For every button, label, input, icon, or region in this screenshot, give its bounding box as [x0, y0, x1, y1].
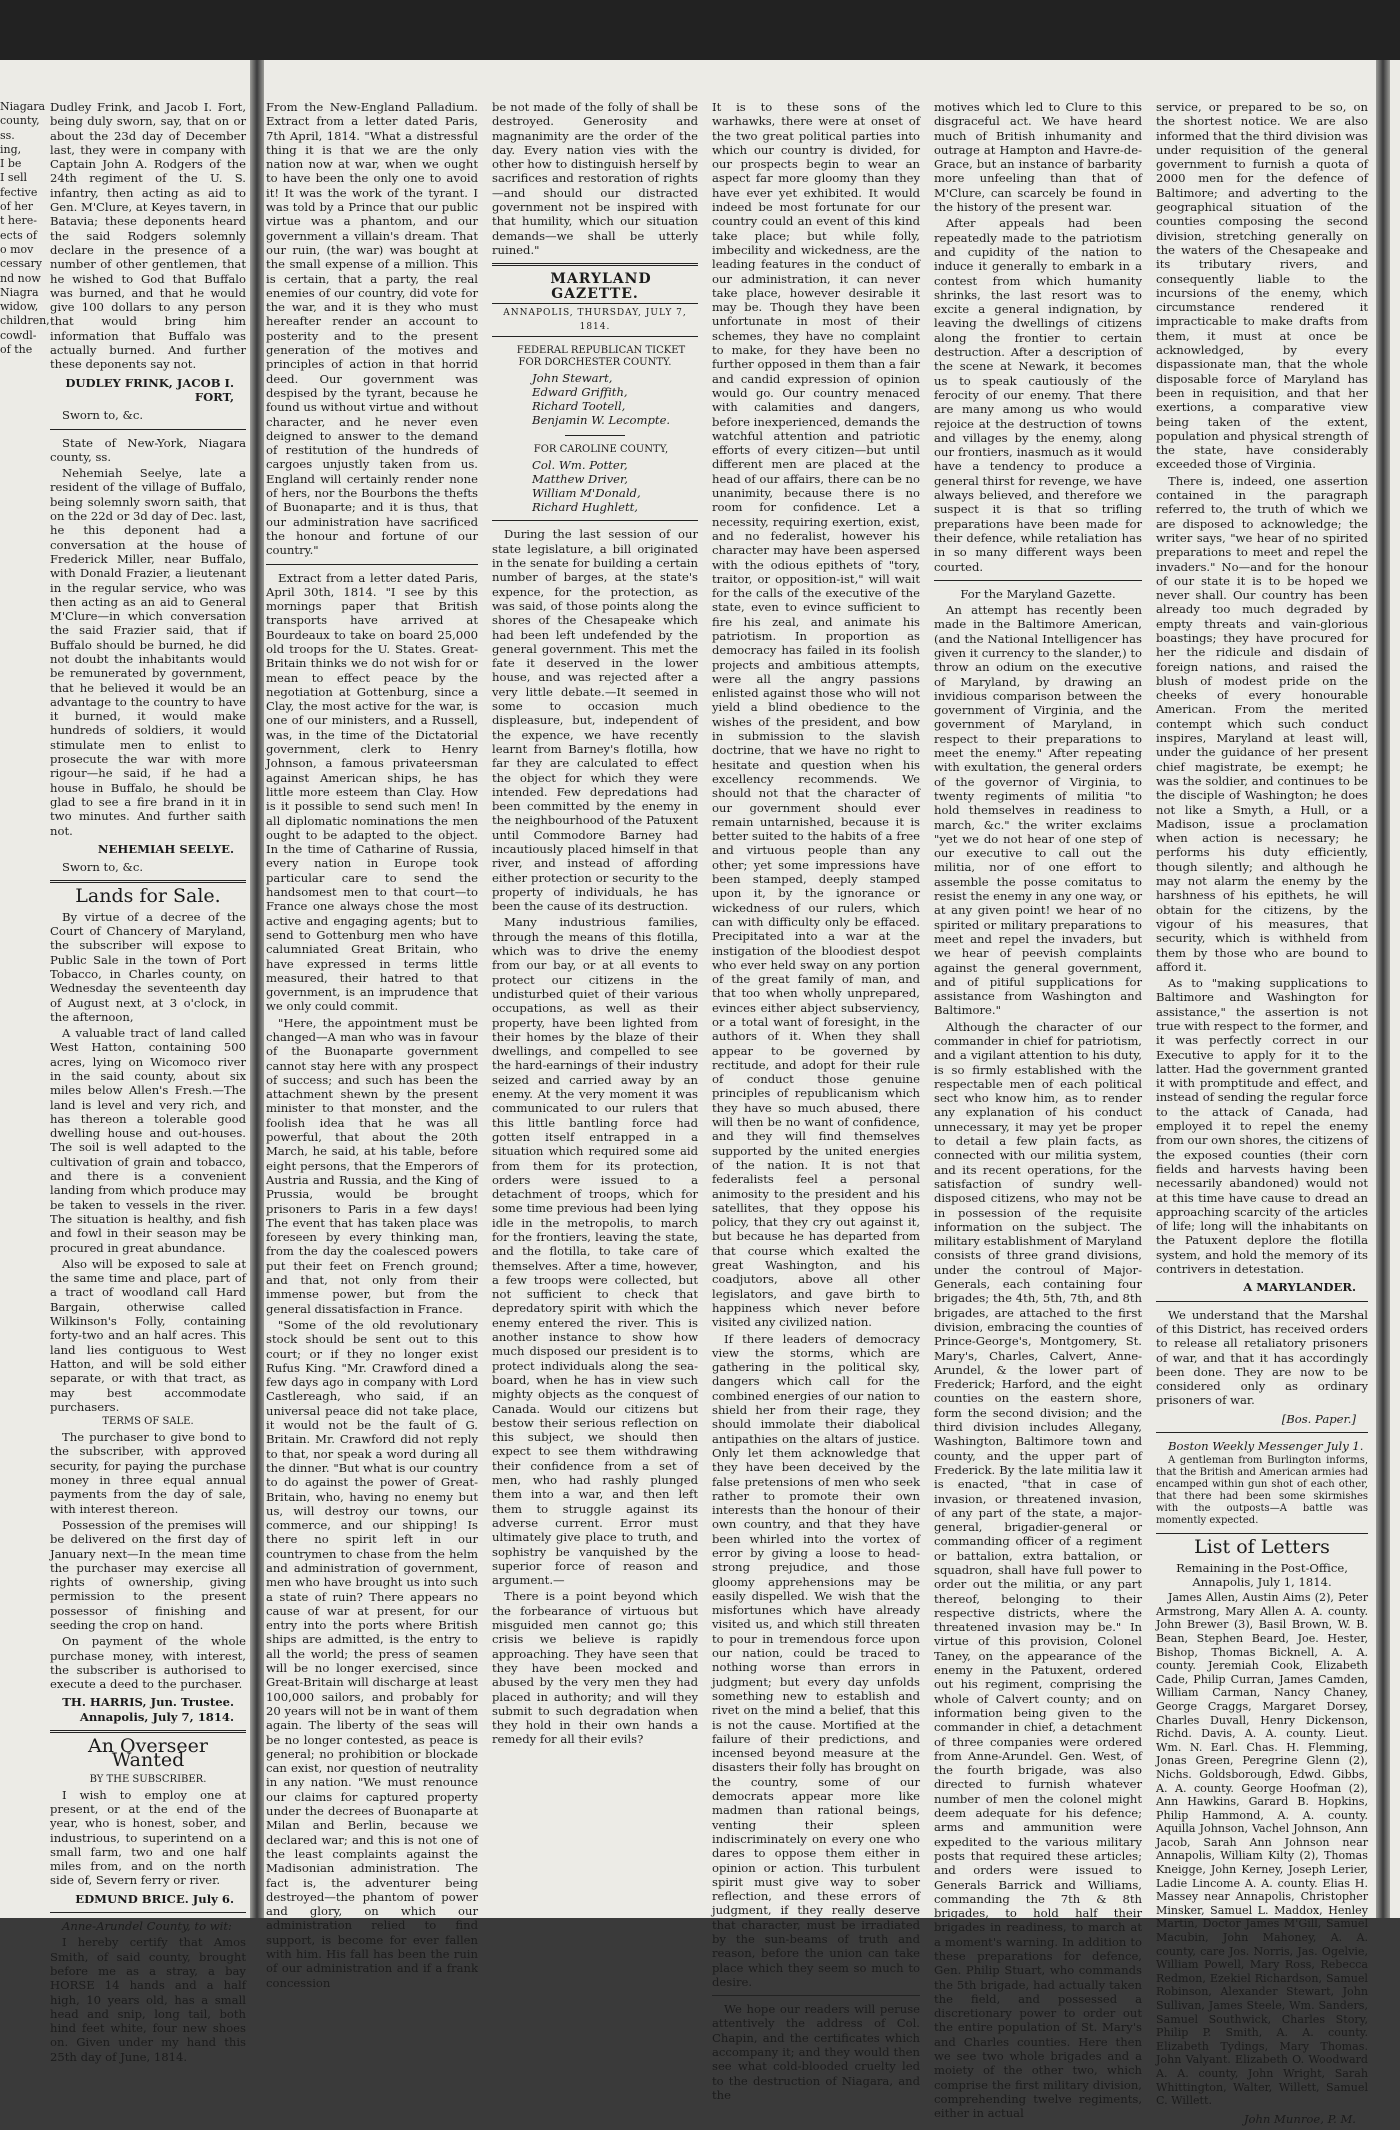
divider — [565, 435, 625, 436]
divider — [712, 1995, 920, 1996]
article-text: "Some of the old revolutionary stock should be sent out to this court; or if they no longer exist Rufus King. "Mr. Crawford dined a few days ago in company with Lord Castlereagh, who said, if an universal peace did not take place, it would not be the fault of G. Britain. Mr. Crawford did not reply to that, nor speak a word during all the dinner. "But what is our country to do against the power of Great-Britain, who, having no enemy but us, will destroy our towns, our commerce, and our shipping! Is there no spirit left in our countrymen to chase from the helm and administration of government, men who have brought us into such a state of ruin? There appears no cause of war at present, for our entry into the ports where British ships are admitted, is the entry to all the world; the press of seamen will be no longer exercised, since Great-Britain will discharge at least 100,000 sailors, and probably for 20 years will not be in want of them again. The liberty of the seas will be no longer contested, as peace is general; no prohibition or blockade can exist, nor question of neutrality in any nation. "We must renounce our claims for captured property under the decrees of Buonaparte at Milan and Berlin, because we declared war; and this is not one of the least complaints against the Madisonian administration. The fact is, the adventurer being destroyed—the phantom of power and glory, on which our administration relied to find support, is become for ever fallen with him. His fall has been the ruin of our administration and if a frank concession — [266, 1317, 478, 1990]
ticket-heading: FOR CAROLINE COUNTY, — [533, 444, 669, 456]
ad-text: Anne-Arundel County, to wit: — [62, 1919, 232, 1934]
candidate-name: Edward Griffith, — [532, 385, 628, 400]
divider — [492, 263, 698, 266]
divider — [50, 1730, 246, 1733]
scan-border — [0, 0, 1400, 60]
article-text: Nehemiah Seelye, late a resident of the village of Buffalo, being solemnly sworn saith, that on the 22d or 3d day of Dec. last, he this deponent had a conversation at the house of Frederick Miller, near Buffalo, with Donald Frazier, a lieutenant in the regular service, who was then acting as an aid to General M'Clure—in which conversation the said Frazier said, that if Buffalo should be burned, he did not doubt the inhabitants would be remunerated by government, that he believed it would be an advantage to the country to have it burned, it would make hundreds of soldiers, it would stimulate men to enlist to prosecute the war with more rigour—he said, if he had a house in Buffalo, he should be glad to see a fire brand in it in two minutes. And further saith not. — [50, 466, 246, 838]
ad-text: By virtue of a decree of the Court of Chancery of Maryland, the subscriber will expose to Public Sale in the town of Port Tobacco, in Charles county, on Wednesday the seventeenth day of August next, at 3 o'clock, in the afternoon, — [50, 909, 246, 1024]
ad-text: I wish to employ one at present, or at the end of the year, who is honest, sober, and industrious, to superintend on a small farm, two and one half miles from, and on the north side of, Severn ferry or river. — [50, 1787, 246, 1888]
article-text: Boston Weekly Messenger July 1. — [1168, 1439, 1364, 1454]
divider — [1156, 1301, 1368, 1302]
list-heading: List of Letters — [1194, 1536, 1330, 1559]
edge-fragment: widow, — [0, 300, 39, 314]
signature: A MARYLANDER. — [1243, 1280, 1356, 1295]
ad-text: On payment of the whole purchase money, with interest, the subscriber is authorised to execute a deed to the purchaser. — [50, 1634, 246, 1692]
edge-fragment: children, — [0, 314, 50, 328]
column-fold-2 — [1376, 60, 1390, 1918]
edge-fragment: nd now — [0, 271, 41, 285]
edge-fragment: t here- — [0, 214, 37, 228]
ad-text: The purchaser to give bond to the subscriber, with approved security, for paying the purchase money in three equal annual payments from the day of sale, with interest thereon. — [50, 1430, 246, 1516]
edge-fragment: ects of — [0, 228, 37, 242]
edge-fragment: I sell — [0, 171, 28, 185]
signature: DUDLEY FRINK, JACOB I. FORT, — [65, 375, 234, 404]
article-text: Although the character of our commander in chief for patriotism, and a vigilant attention to his duty, is so firmly established with the respectable men of each political sect who know him, as to render any explanation of his conduct unnecessary, it may yet be proper to detail a few plain facts, as connected with our militia system, and its recent operations, for the satisfaction of sundry well-disposed citizens, who may not be in possession of the requisite information on the subject. The military establishment of Maryland consists of three grand divisions, under the controul of Major-Generals, each containing four brigades; the 4th, 5th, 7th, and 8th brigades, are attached to the first division, embracing the counties of Prince-George's, Montgomery, St. Mary's, Charles, Calvert, Anne-Arundel, & the lower part of Frederick; Harford, and the eight counties on the eastern shore, form the second division; and the third division includes Allegany, Washington, Baltimore town and county, and the upper part of Frederick. By the late militia law it is enacted, "that in case of invasion, or threatened invasion, of any part of the state, a major-general, brigadier-general or commanding officer of a regiment or battalion, extra battalion, or squadron, shall have full power to order out the militia, or any part thereof, belonging to their respective districts, where the threatened invasion may be." In virtue of this provision, Colonel Taney, on the appearance of the enemy in the Patuxent, ordered out his regiment, comprising the whole of Calvert county; and on information being given to the commander in chief, a detachment of three companies were ordered from Anne-Arundel. Gen. West, of the fourth brigade, was also directed to furnish whatever number of men the colonel might deem adequate for his defence; arms and ammunition were expedited to the various military posts that required these articles; and orders were issued to Generals Barrick and Williams, commanding the 7th & 8th brigades, to hold half their brigades in readiness, to march at a moment's warning. In addition to these preparations for defence, Gen. Philip Stuart, who commands the 5th brigade, had actually taken the field, and possessed a discretionary power to order out the entire population of St. Mary's and Charles counties. Here then we see two whole brigades and a moiety of the other two, which comprise the first military division, comprehending twelve regiments, either in actual — [934, 1019, 1142, 2121]
article-text: Extract from a letter dated Paris, April 30th, 1814. "I see by this mornings paper that British transports have arrived at Bourdeaux to take on board 25,000 old troops for the U. States. Great-Britain thinks we do not wish for or mean to effect peace by the negotiation at Gottenburg, since a Clay, the most active for the war, is one of our ministers, and a Russell, was, in the time of the Dictatorial government, clerk to Henry Johnson, a famous privateersman against American ships, he has little more esteem than Clay. How is it possible to send such men! In all diplomatic nominations the men ought to be adapted to the object. In the time of Catharine of Russia, every nation in Europe took particular care to send the handsomest men to that court—to France one always chose the most active and engaging agents; but to send to Gottenburg men who have calumniated Great Britain, who have expressed in terms little measured, their hatred to that government, is an imprudence that we only could commit. — [266, 570, 478, 1014]
column-1 — [50, 100, 246, 2066]
ad-subheading: BY THE SUBSCRIBER. — [89, 1773, 207, 1785]
edge-fragment: Niagara county, ss. — [0, 100, 46, 142]
edge-fragment: cessary — [0, 257, 42, 271]
article-text: We understand that the Marshal of this District, has received orders to release all retaliatory prisoners of war, and that it has accordingly been done. They are now to be considered only as ordinary prisoners of war. — [1156, 1307, 1368, 1408]
divider — [492, 520, 698, 521]
edge-fragment: cowdl- — [0, 328, 37, 342]
edge-fragment: ing, — [0, 142, 22, 156]
article-text: Dudley Frink, and Jacob I. Fort, being duly sworn, say, that on or about the 23d day of December last, they were in company with Captain John A. Rodgers of the 24th regiment of the U. S. infantry, then acting as aid to Gen. M'Clure, at Keyes tavern, in Batavia; these deponents heard the said Rodgers solemnly declare in the presence of a number of other gentlemen, that he wished to God that Buffalo was burned, and that he would give 100 dollars to any person that would bring him information that Buffalo was actually burned. And further these deponents say not. — [50, 100, 246, 372]
column-6 — [1156, 100, 1368, 2130]
edge-fragment: of the — [0, 343, 33, 357]
article-text: motives which led to Clure to this disgraceful act. We have heard much of British inhumanity and outrage at Hampton and Havre-de-Grace, but an instance of barbarity more unfeeling than that of M'Clure, can scarcely be found in the history of the present war. — [934, 100, 1142, 215]
article-text: Many industrious families, through the means of this flotilla, which was to drive the enemy from our bay, or at all events to protect our citizens in the undisturbed quiet of their various occupations, as well as their property, have been lighted from their homes by the blaze of their dwellings, and compelled to see the hard-earnings of their industry seized and carried away by an enemy. At the very moment it was communicated to our rulers that this little bantling force had gotten itself entrapped in a situation which required some aid from them for its protection, orders were issued to a detachment of troops, which for some time previous had been lying idle in the metropolis, to march for the frontiers, leaving the state, and the flotilla, to take care of themselves. After a time, however, a few troops were collected, but not sufficient to check that depredatory spirit with which the enemy entered the river. This is another instance to show how much disposed our president is to protect individuals along the sea-board, when he has in view such mighty objects as the conquest of Canada. Would our citizens but bestow their serious reflection on this subject, we should then expect to see them withdrawing their confidence from a set of men, who had rashly plunged them into a war, and then left them to struggle against its adverse current. Error must ultimately give place to truth, and sophistry be vanquished by the superior force of reason and argument.— — [492, 915, 698, 1588]
article-text: Sworn to, &c. — [62, 860, 144, 875]
column-5 — [934, 100, 1142, 2123]
column-0 — [0, 100, 50, 357]
candidate-list — [492, 371, 698, 427]
candidate-name: Richard Tootell, — [532, 399, 626, 414]
edge-fragment: o mov — [0, 242, 34, 256]
newspaper-page — [0, 60, 1400, 2126]
candidate-name: John Stewart, — [532, 371, 613, 386]
article-text: State of New-York, Niagara county, ss. — [50, 435, 246, 464]
divider — [1156, 1432, 1368, 1433]
candidate-list — [492, 458, 698, 514]
signature: John Munroe, P. M. — [1243, 2111, 1356, 2126]
dateline: ANNAPOLIS, THURSDAY, JULY 7, 1814. — [492, 303, 698, 338]
edge-fragments — [0, 100, 50, 357]
list-subheading: Remaining in the Post-Office, Annapolis, July 1, 1814. — [1176, 1560, 1348, 1589]
ticket-heading: FEDERAL REPUBLICAN TICKET FOR DORCHESTER COUNTY. — [516, 345, 686, 369]
column-3 — [492, 100, 698, 1749]
divider — [50, 1912, 246, 1913]
article-text: There is, indeed, one assertion contained in the paragraph referred to, the truth of which we are disposed to acknowledge; the writer says, "we hear of no spirited preparations to meet and repel the invaders." No—and for the honour of our state it is to be hoped we never shall. Our country has been already too much degraded by empty threats and vain-glorious boastings; they have procured for her the ridicule and disdain of foreign nations, and raised the blush of modest pride on the cheeks of every honourable American. From the merited contempt which such conduct inspires, Maryland at least will, under the guidance of her present chief magistrate, be exempt; he was the soldier, and continues to be the disciple of Washington; he does not like a Smyth, a Hull, or a Madison, issue a proclamation when action is necessary; he performs his duty efficiently, though silently; and although he may not alarm the enemy by the harshness of his epithets, he will obtain for the citizens, by the vigour of his measures, that security, which is withheld from them by those who are bound to afford it. — [1156, 473, 1368, 974]
candidate-name: Richard Hughlett, — [532, 500, 638, 515]
source-credit: [Bos. Paper.] — [1281, 1411, 1356, 1426]
article-text: There is a point beyond which the forbearance of virtuous but misguided men cannot go; this crisis we believe is rapidly approaching. They have seen that they have been mocked and abused by the very men they had placed in authority; and will they submit to such degradation when they hold in their own hands a remedy for all their evils? — [492, 1589, 698, 1747]
article-text: An attempt has recently been made in the Baltimore American, (and the National Intelligencer has given it currency to the slander,) to throw an odium on the executive of Maryland, by drawing an invidious comparison between the government of Virginia, and the government of Maryland, in respect to their preparations to meet the enemy." After repeating with exultation, the general orders of the governor of Virginia, to twenty regiments of militia "to hold themselves in readiness to march, &c." the writer exclaims "yet we do not hear of one step of our executive to call out the militia, nor of one effort to assemble the posse comitatus to resist the enemy in any one way, or at any given point! we hear of no spirited or military preparations to meet and repel the invaders, but we hear of peevish complaints against the general government, and of pitiful supplications for assistance from Washington and Baltimore." — [934, 603, 1142, 1018]
ad-text: Also will be exposed to sale at the same time and place, part of a tract of woodland call Hard Bargain, otherwise called Wilkinson's Folly, containing forty-two and an half acres. This land lies contiguous to West Hatton, and will be sold either separate, or with that tract, as may best accommodate purchasers. — [50, 1256, 246, 1414]
ad-heading: An Overseer Wanted — [88, 1735, 208, 1772]
candidate-name: Benjamin W. Lecompte. — [532, 413, 671, 428]
edge-fragment: Niagra — [0, 285, 39, 299]
ad-text: Possession of the premises will be delivered on the first day of January next—In the mean time the purchaser may exercise all rights of ownership, giving permission to the present possessor of finishing and seeding the crop on hand. — [50, 1517, 246, 1632]
divider — [1156, 1533, 1368, 1534]
letter-names: James Allen, Austin Aims (2), Peter Armstrong, Mary Allen A. A. county. John Brewer (3), Basil Brown, W. B. Bean, Stephen Beard, Joe. Hester, Bishop, Thomas Bicknell, A. A. county. Jeremiah Cook, Elizabeth Cade, Philip Curran, James Camden, William Carman, Nancy Chaney, George Craggs, Margaret Dorsey, Charles Duvall, Henry Dickenson, Richd. Davis, A. A. county. Lieut. Wm. N. Earl. Chas. H. Flemming, Jonas Green, Peregrine Glenn (2), Nichs. Goldsborough, Edwd. Gibbs, A. A. county. George Hoofman (2), Ann Hawkins, Garard B. Hopkins, Philip Hammond, A. A. county. Aquilla Johnson, Vachel Johnson, Ann Jacob, Sarah Ann Johnson near Annapolis, William Kilty (2), Thomas Kneigge, John Kerney, Joseph Lerier, Ladie Lincome A. A. county. Elias H. Massey near Annapolis, Christopher Minsker, Samuel L. Maddox, Henley Martin, Doctor James M'Gill, Samuel Macubin, John Mahoney, A. A. county, care Jos. Norris, Jas. Ogelvie, William Powell, Mary Ross, Rebecca Redmon, Ezekiel Richardson, Samuel Robinson, Alexander Stewart, John Sullivan, James Steele, Wm. Sanders, Samuel Southwick, Charles Story, Philip P. Smith, A. A. county. Elizabeth Tydings, Mary Thomas. John Valyant. Elizabeth O. Woodward A. A. county, John Wright, Sarah Whittington, Walter, Willett, Samuel C. Willett. — [1156, 1591, 1368, 2108]
masthead-title: MARYLAND GAZETTE. — [550, 271, 652, 302]
column-4 — [712, 100, 920, 2104]
ad-text: A valuable tract of land called West Hatton, containing 500 acres, lying on Wicomoco river in the said county, about six miles below Allen's Fresh.—The land is level and very rich, and has thereon a tolerable good dwelling house and out-houses. The soil is well adapted to the cultivation of grain and tobacco, and there is a convenient landing from which produce may be taken to vessels in the river. The situation is healthy, and fish and fowl in their season may be procured in great abundance. — [50, 1026, 246, 1255]
edge-fragment: I be — [0, 157, 22, 171]
article-text: During the last session of our state legislature, a bill originated in the senate for building a certain number of barges, at the state's expence, for the protection, as was said, of those points along the shores of the Chesapeake which had been left undefended by the general government. This met the fate it deserved in the lower house, and was rejected after a very little debate.—It seemed in some to occasion much displeasure, but, independent of the expence, we have recently learnt from Barney's flotilla, how far they are calculated to effect the object for which they were intended. Few depredations had been committed by the enemy in the neighbourhood of the Patuxent until Commodore Barney had incautiously placed himself in that river, and instead of affording either protection or security to the property of individuals, he has been the cause of its destruction. — [492, 527, 698, 914]
candidate-name: William M'Donald, — [532, 486, 641, 501]
article-text: service, or prepared to be so, on the shortest notice. We are also informed that the third division was under requisition of the general government to furnish a quota of 2000 men for the defence of Baltimore; and adverting to the geographical situation of the counties composing the second division, stretching generally on the waters of the Chesapeake and its tributary rivers, and consequently liable to the incursions of the enemy, which circumstance rendered it impracticable to make drafts from them, it must at once be acknowledged, by every dispassionate man, that the whole disposable force of Maryland has been in requisition, and that her exertions, a comparative view being taken of the extent, population and physical strength of the state, have considerably exceeded those of Virginia. — [1156, 100, 1368, 472]
candidate-name: Matthew Driver, — [532, 472, 628, 487]
article-text: From the New-England Palladium. Extract from a letter dated Paris, 7th April, 1814. "What a distressful thing it is that we are the only nation now at war, when we ought to have been the only one to avoid it! It was the work of the tyrant. I was told by a Prince that our public virtue was a phantom, and our government a villain's dream. That our ruin, (the war) was bought at the small expense of a million. This is certain, that a party, the real enemies of our country, did vote for the war, and it is they who must hereafter render an account to posterity and to the present generation of the motives and principles of action in that horrid deed. Our government was despised by the tyrant, because he found us without virtue and without character, and he never even deigned to answer to the demand of restitution of the hundreds of cargoes unjustly taken from us. England will certainly render none of hers, nor the Bourbons the thefts of Buonaparte; and it is thus, that our administration have sacrificed the honour and fortune of our country." — [266, 100, 478, 558]
signature: NEHEMIAH SEELYE. — [97, 841, 234, 856]
article-text: be not made of the folly of shall be destroyed. Generosity and magnanimity are the order of the day. Every nation vies with the other how to distinguish herself by sacrifices and restoration of rights—and should our distracted government not be inspired with that humility, which our situation demands—we shall be utterly ruined." — [492, 100, 698, 257]
article-text: "Here, the appointment must be changed—A man who was in favour of the Buonaparte government cannot stay here with any prospect of success; and such has been the attachment shewn by the present minister to that monster, and the foolish idea that he was all powerful, that about the 20th March, he said, at his table, before eight persons, that the Emperors of Austria and Russia, and the King of Prussia, would be brought prisoners to Paris in a few days! The event that has taken place was foreseen by every thinking man, from the day the coalesced powers put their feet on French ground; and that, not only from their immense power, but from the general dissatisfaction in France. — [266, 1015, 478, 1316]
article-text: It is to these sons of the warhawks, there were at onset of the two great political parties into which our country is divided, for our prospects begin to wear an aspect far more gloomy than they have ever yet exhibited. It would indeed be most fortunate for our country could an event of this kind take place; but while folly, imbecility and wickedness, are the leading features in the conduct of our administration, it can never take place, however desirable it may be. Though they have been unfortunate in most of their schemes, they have no complaint to make, for they have been no further opposed in them than a fair and candid expression of opinion would go. Our country menaced with calamities and dangers, before inexperienced, demands the watchful attention and patriotic efforts of every citizen—but until different men are placed at the head of our affairs, there can be no unanimity, because there is no room for confidence. Let a necessity, requiring exertion, exist, and no federalist, however his character may have been aspersed with the odious epithets of "tory, traitor, or opposition-ist," will wait for the calls of the executive of the state, even to evince sufficient to fire his zeal, and animate his patriotism. In proportion as democracy has failed in its foolish projects and ambitious attempts, were all the angry passions enlisted against those who will not yield a blind obedience to the wishes of the president, and bow in submission to the slavish doctrine, that we have no right to hesitate and question when his excellency recommends. We should not that the character of our government should ever remain untarnished, because it is better suited to the habits of a free and virtuous people than any other; yet some impressions have been stamped, deeply stamped upon it, by the ignorance or wickedness of our rulers, which can with difficulty only be effaced. Precipitated into a war at the instigation of the bloodiest despot who ever held sway on any portion of the great family of man, and that too when wholly unprepared, evinces either abject subserviency, or a total want of foresight, in the authors of it. When they shall appear to be governed by rectitude, and adopt for their rule of conduct those genuine principles of republicanism which they have so much abused, there will then be no want of confidence, and they will find themselves supported by the united energies of the nation. It is not that federalists feel a personal animosity to the president and his satellites, that they oppose his policy, that they cry out against it, but because he has departed from that course which exalted the great Washington, and his coadjutors, above all other legislators, and gave birth to happiness which never before visited any civilized nation. — [712, 100, 921, 1330]
column-fold-1 — [250, 60, 264, 1918]
divider — [50, 880, 246, 883]
divider — [934, 580, 1142, 581]
candidate-name: Col. Wm. Potter, — [532, 458, 628, 473]
article-heading: For the Maryland Gazette. — [960, 586, 1116, 601]
edge-fragment: of her — [0, 200, 34, 214]
article-text: As to "making supplications to Baltimore and Washington for assistance," the assertion is not true with respect to the former, and it was perfectly correct in our Executive to apply for it to the latter. Had the government granted it with promptitude and effect, and instead of sending the regular force to the attack of Canada, had employed it to repel the enemy from our own shores, the citizens of the exposed counties (their corn fields and harvests having been necessarily abandoned) would not at this time have cause to dread an approaching scarcity of the articles of life; long will the inhabitants on the Patuxent deplore the flotilla system, and hold the memory of its contrivers in detestation. — [1156, 976, 1368, 1277]
article-text: A gentleman from Burlington informs, that the British and American armies had encamped within gun shot of each other, that there had been some skirmishes with the outposts—A battle was momently expected. — [1156, 1455, 1368, 1527]
edge-fragment: fective — [0, 185, 38, 199]
article-text: We hope our readers will peruse attentively the address of Col. Chapin, and the certificates which accompany it; and they would then see what cold-blooded cruelty led to the destruction of Niagara, and the — [712, 2002, 920, 2102]
article-text: Sworn to, &c. — [62, 408, 144, 423]
ad-heading: Lands for Sale. — [75, 885, 221, 908]
article-text: After appeals had been repeatedly made to the patriotism and cupidity of the nation to induce it generally to embark in a contest from which humanity shrinks, the last resort was to excite a general indignation, by leaving the dwellings of citizens along the frontier to certain destruction. After a description of the scene at Newark, it becomes us to speak cautiously of the ferocity of our enemy. That there are many among us who would rejoice at the destruction of towns and villages by the enemy, along our frontiers, inasmuch as it would have a tendency to produce a general thirst for revenge, we have always believed, and therefore we suspect it is that so trifling preparations have been made for their defence, while retaliation has in so many different ways been courted. — [934, 216, 1142, 574]
signature: TH. HARRIS, Jun. Trustee. Annapolis, July 7, 1814. — [62, 1695, 234, 1724]
divider — [50, 429, 246, 430]
signature: EDMUND BRICE. July 6. — [75, 1891, 234, 1906]
article-text: If there leaders of democracy view the storms, which are gathering in the political sky, dangers which call for the combined energies of our nation to shield her from their rage, they should immolate their diabolical antipathies on the altars of justice. Only let them acknowledge that they have been deceived by the false pretensions of men who seek rather to promote their own interests than the honour of their own country, and that they have been whirled into the vortex of error by giving a loose to head-strong prejudice, and those gloomy apprehensions may be easily dispelled. We wish that the misfortunes which have already visited us, and which still threaten to pour in tremendous force upon our nation, could be traced to nothing worse than errors in judgment; but every day unfolds something new to establish and rivet on the mind a belief, that this is not the cause. Mortified at the failure of their predictions, and incensed beyond measure at the disasters their folly has brought on the country, some of our democrats appear more like madmen than rational beings, venting their spleen indiscriminately on every one who dares to oppose them either in opinion or action. This turbulent spirit must give way to sober reflection, and these errors of judgment, if they really deserve that character, must be irradiated by the sun-beams of truth and reason, before the union can take place which they seem so much to desire. — [712, 1331, 920, 1989]
divider — [266, 564, 478, 565]
ad-subheading: TERMS OF SALE. — [102, 1416, 194, 1428]
ad-text: I hereby certify that Amos Smith, of said county, brought before me as a stray, a bay HORSE 14 hands and a half high, 10 years old, has a small head and snip, long tail, both hind feet white, four new shoes on. Given under my hand this 25th day of June, 1814. — [50, 1935, 246, 2064]
column-2 — [266, 100, 478, 1992]
